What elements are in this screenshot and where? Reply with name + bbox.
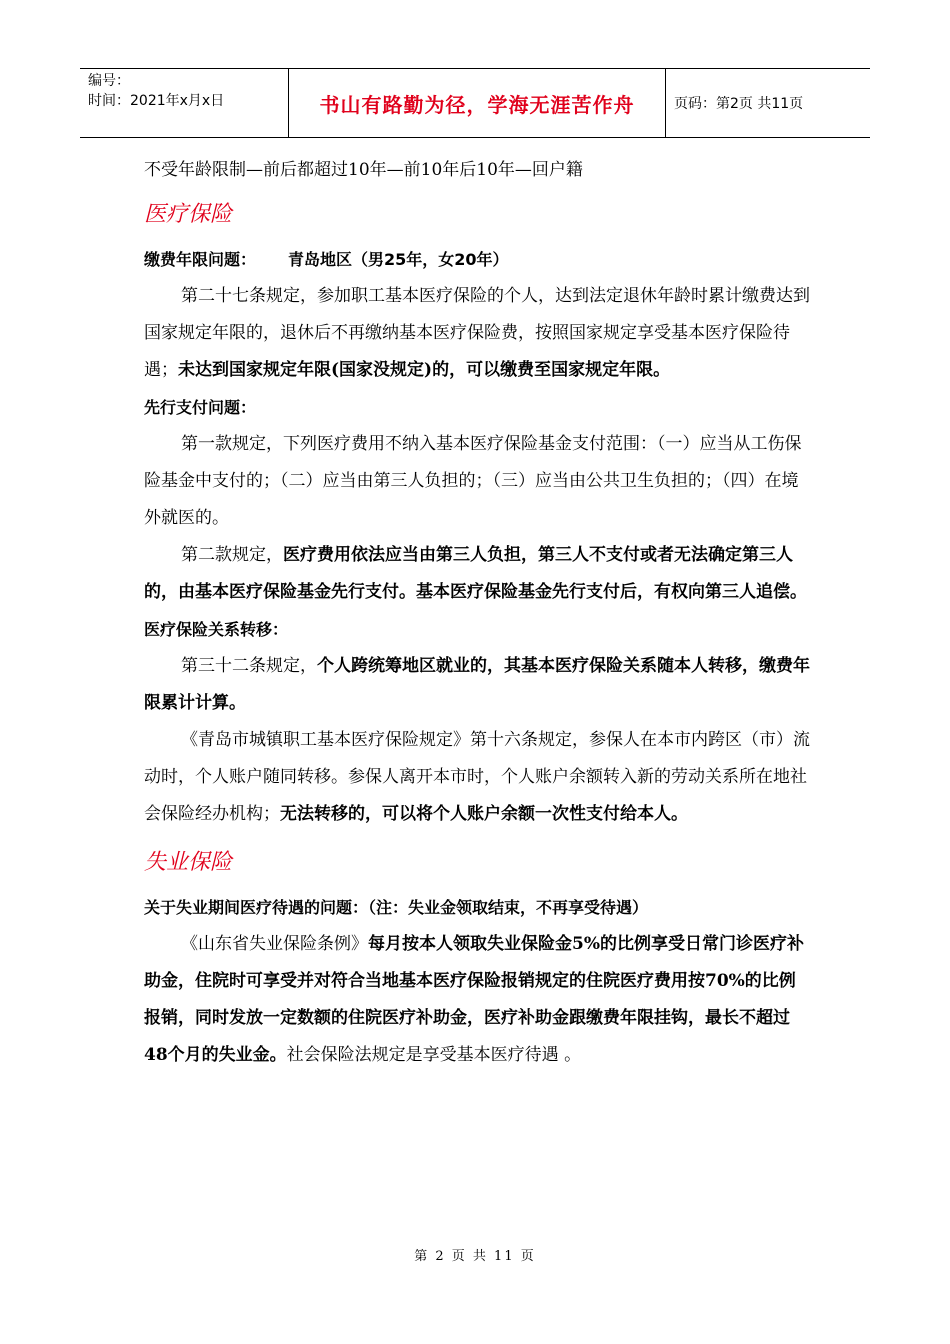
paragraph-article-32 (144, 648, 810, 722)
text-run: 第二款规定， (181, 545, 283, 565)
section-heading-unemployment: 失业保险 (144, 850, 233, 875)
question-contribution-years (144, 241, 810, 278)
paragraph-qingdao-rule (144, 722, 810, 833)
page-header (80, 68, 870, 138)
time-label: 时间：2021年x月x日 (88, 93, 225, 109)
text-run: 第二十七条规定，参加职工基本医疗保险的个人，达到法定退休年龄时累计缴费达到国家规定年限的，退休后不再缴纳基本医疗保险费，按照国家规定享受基本医疗保险待遇； (144, 286, 810, 380)
paragraph-shandong-rule (144, 926, 810, 1074)
paragraph-article-27 (144, 278, 810, 389)
question-unemployment-medical: 关于失业期间医疗待遇的问题：（注：失业金领取结束，不再享受待遇） (144, 898, 649, 917)
question-title: 缴费年限问题： (144, 250, 257, 269)
header-meta (80, 69, 288, 137)
document-body (144, 152, 810, 1074)
bold-text-run: 个人跨统筹地区就业的，其基本医疗保险关系随本人转移，缴费年限累计计算。 (144, 656, 810, 713)
question-detail: 青岛地区（男25年，女20年） (288, 250, 509, 269)
text-run: 社会保险法规定是享受基本医疗待遇 。 (286, 1045, 582, 1065)
header-page-info: 页码：第2页 共11页 (674, 96, 804, 112)
header-motto: 书山有路勤为径，学海无涯苦作舟 (288, 69, 666, 137)
paragraph-second-clause (144, 537, 810, 611)
intro-line: 不受年龄限制—前后都超过10年—前10年后10年—回户籍 (144, 160, 583, 180)
paragraph-first-clause: 第一款规定，下列医疗费用不纳入基本医疗保险基金支付范围：（一）应当从工伤保险基金中支付的；（二）应当由第三人负担的；（三）应当由公共卫生负担的；（四）在境外就医的。 (144, 434, 802, 528)
bold-text-run: 无法转移的，可以将个人账户余额一次性支付给本人。 (280, 804, 688, 824)
bold-text-run: 未达到国家规定年限(国家没规定)的，可以缴费至国家规定年限。 (178, 360, 671, 380)
question-advance-payment: 先行支付问题： (144, 398, 257, 417)
text-run: 《青岛市城镇职工基本医疗保险规定》第十六条规定，参保人在本市内跨区（市）流动时，个人账户随同转移。参保人离开本市时，个人账户余额转入新的劳动关系所在地社会保险经办机构； (144, 730, 810, 824)
text-run: 《山东省失业保险条例》 (181, 934, 368, 954)
text-run: 第三十二条规定， (181, 656, 317, 676)
bold-text-run: 每月按本人领取失业保险金5%的比例享受日常门诊医疗补助金，住院时可享受并对符合当地基本医疗保险报销规定的住院医疗费用按70%的比例报销，同时发放一定数额的住院医疗补助金，医疗补助金跟缴费年限挂钩，最长不超过48个月的失业金。 (144, 934, 804, 1065)
question-relation-transfer: 医疗保险关系转移： (144, 620, 289, 639)
section-heading-medical: 医疗保险 (144, 202, 233, 227)
serial-label: 编号： (88, 73, 130, 89)
bold-text-run: 医疗费用依法应当由第三人负担，第三人不支付或者无法确定第三人的，由基本医疗保险基金先行支付。基本医疗保险基金先行支付后，有权向第三人追偿。 (144, 545, 807, 602)
page-footer: 第 2 页 共 11 页 (414, 1249, 536, 1264)
